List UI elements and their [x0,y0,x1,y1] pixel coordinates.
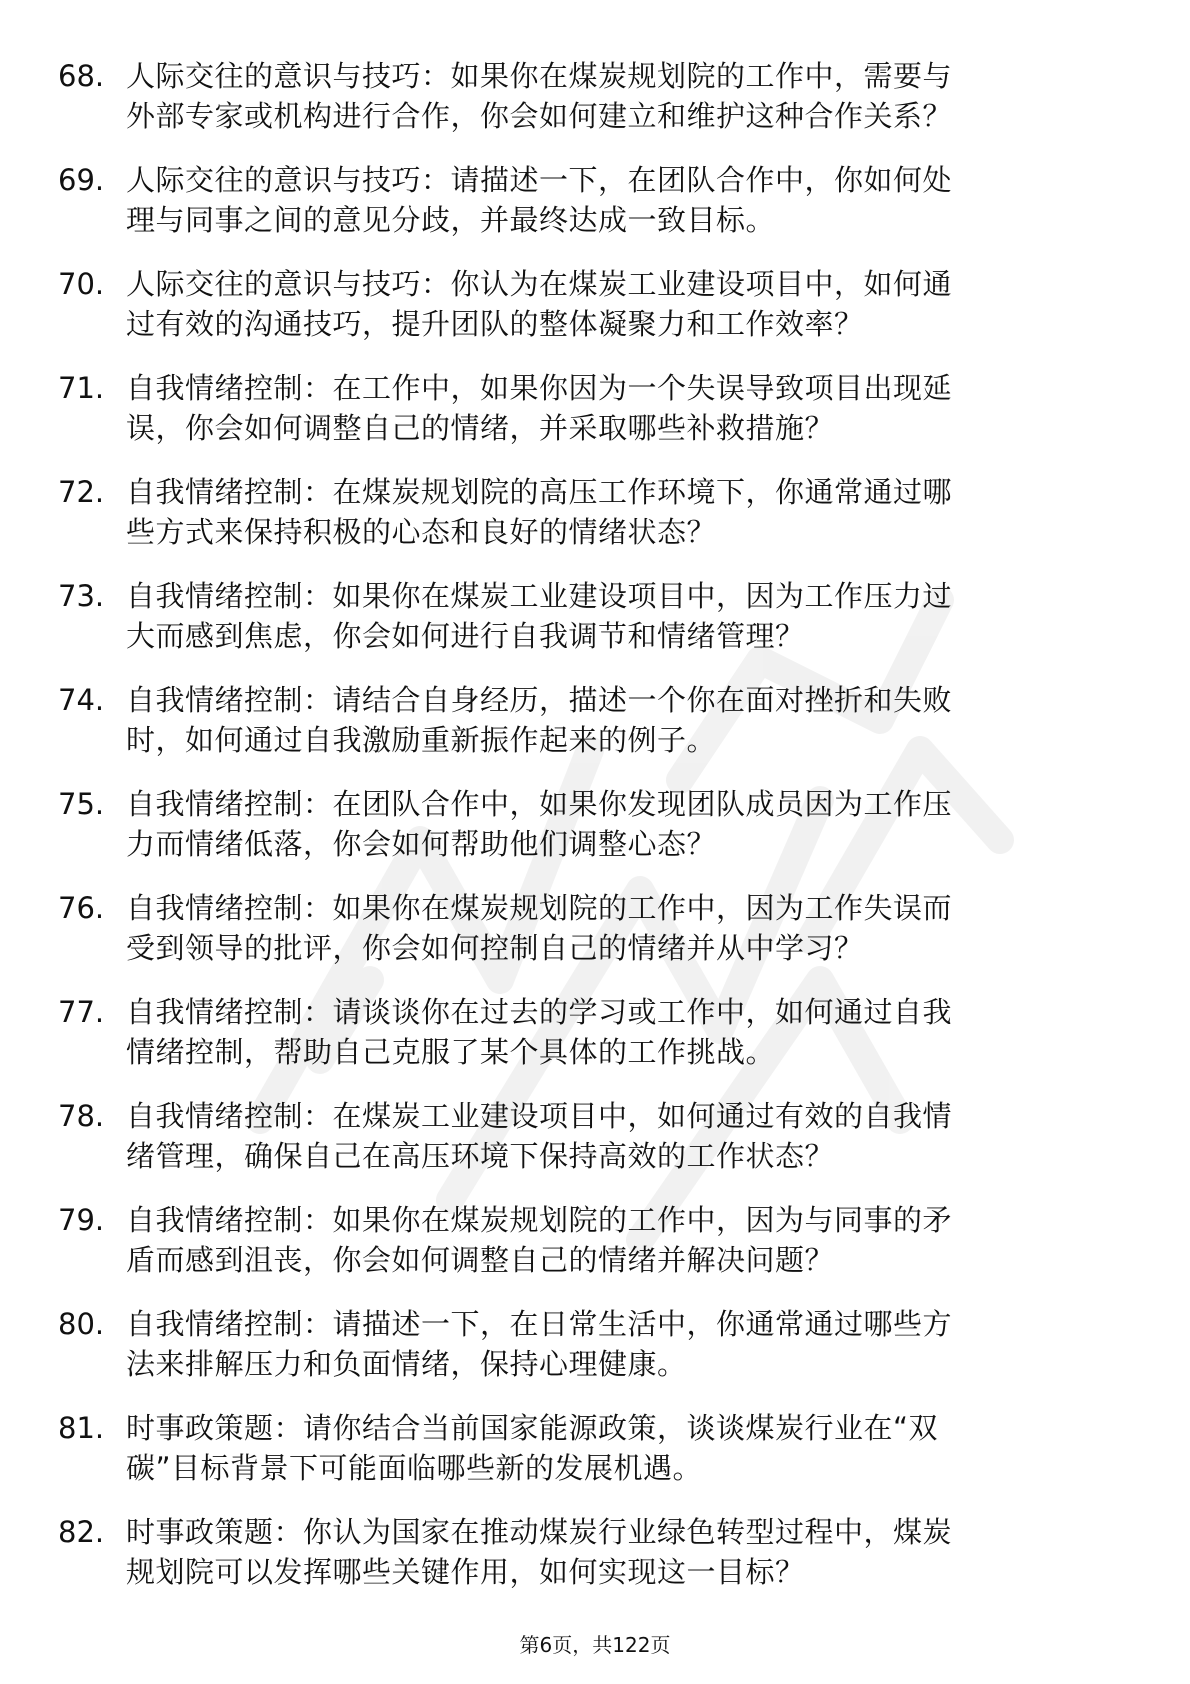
list-item [58,368,1138,472]
question-line-1: 自我情绪控制：在团队合作中，如果你发现团队成员因为工作压 [126,787,953,821]
question-line-1: 自我情绪控制：在工作中，如果你因为一个失误导致项目出现延 [126,371,953,405]
list-item [58,1200,1138,1304]
question-line-2: 碳”目标背景下可能面临哪些新的发展机遇。 [126,1451,703,1485]
question-text [126,472,1126,552]
question-line-2: 情绪控制，帮助自己克服了某个具体的工作挑战。 [126,1035,776,1069]
question-line-1: 人际交往的意识与技巧：如果你在煤炭规划院的工作中，需要与 [126,59,953,93]
list-item [58,784,1138,888]
question-number: 78. [58,1099,105,1133]
question-line-1: 人际交往的意识与技巧：你认为在煤炭工业建设项目中，如何通 [126,267,953,301]
question-number: 76. [58,891,105,925]
list-item [58,1096,1138,1200]
list-item [58,888,1138,992]
question-number: 69. [58,163,105,197]
list-item [58,160,1138,264]
question-line-1: 时事政策题：你认为国家在推动煤炭行业绿色转型过程中，煤炭 [126,1515,953,1549]
question-list [58,56,1138,1616]
question-line-2: 时，如何通过自我激励重新振作起来的例子。 [126,723,717,757]
question-text [126,264,1126,344]
question-line-2: 绪管理，确保自己在高压环境下保持高效的工作状态？ [126,1139,835,1173]
question-number: 79. [58,1203,105,1237]
question-line-2: 外部专家或机构进行合作，你会如何建立和维护这种合作关系？ [126,99,953,133]
question-line-2: 规划院可以发挥哪些关键作用，如何实现这一目标？ [126,1555,805,1589]
question-text [126,576,1126,656]
list-item [58,576,1138,680]
question-text [126,1512,1126,1592]
question-line-1: 自我情绪控制：请描述一下，在日常生活中，你通常通过哪些方 [126,1307,953,1341]
list-item [58,264,1138,368]
question-line-1: 自我情绪控制：在煤炭规划院的高压工作环境下，你通常通过哪 [126,475,953,509]
list-item [58,1408,1138,1512]
question-text [126,1304,1126,1384]
question-text [126,888,1126,968]
list-item [58,992,1138,1096]
question-number: 68. [58,59,105,93]
question-line-2: 大而感到焦虑，你会如何进行自我调节和情绪管理？ [126,619,805,653]
page-footer: 第6页，共122页 [519,1633,671,1657]
question-text [126,1200,1126,1280]
question-number: 82. [58,1515,105,1549]
list-item [58,472,1138,576]
question-line-1: 自我情绪控制：如果你在煤炭规划院的工作中，因为与同事的矛 [126,1203,953,1237]
question-line-2: 理与同事之间的意见分歧，并最终达成一致目标。 [126,203,776,237]
question-line-1: 自我情绪控制：请谈谈你在过去的学习或工作中，如何通过自我 [126,995,953,1029]
question-line-2: 过有效的沟通技巧，提升团队的整体凝聚力和工作效率？ [126,307,864,341]
question-number: 71. [58,371,105,405]
question-line-2: 力而情绪低落，你会如何帮助他们调整心态？ [126,827,717,861]
question-number: 74. [58,683,105,717]
question-number: 81. [58,1411,105,1445]
question-text [126,1408,1126,1488]
question-line-2: 些方式来保持积极的心态和良好的情绪状态？ [126,515,717,549]
question-text [126,784,1126,864]
list-item [58,680,1138,784]
question-text [126,368,1126,448]
question-line-2: 盾而感到沮丧，你会如何调整自己的情绪并解决问题？ [126,1243,835,1277]
question-number: 70. [58,267,105,301]
question-line-2: 受到领导的批评，你会如何控制自己的情绪并从中学习？ [126,931,864,965]
list-item [58,56,1138,160]
question-number: 80. [58,1307,105,1341]
question-text [126,160,1126,240]
question-line-1: 自我情绪控制：如果你在煤炭工业建设项目中，因为工作压力过 [126,579,953,613]
list-item [58,1304,1138,1408]
question-line-1: 自我情绪控制：如果你在煤炭规划院的工作中，因为工作失误而 [126,891,953,925]
question-line-1: 人际交往的意识与技巧：请描述一下，在团队合作中，你如何处 [126,163,953,197]
question-number: 72. [58,475,105,509]
question-line-2: 误，你会如何调整自己的情绪，并采取哪些补救措施？ [126,411,835,445]
question-line-2: 法来排解压力和负面情绪，保持心理健康。 [126,1347,687,1381]
question-text [126,992,1126,1072]
question-text [126,680,1126,760]
question-text [126,56,1126,136]
question-text [126,1096,1126,1176]
question-number: 73. [58,579,105,613]
question-number: 77. [58,995,105,1029]
question-line-1: 自我情绪控制：请结合自身经历，描述一个你在面对挫折和失败 [126,683,953,717]
question-line-1: 自我情绪控制：在煤炭工业建设项目中，如何通过有效的自我情 [126,1099,953,1133]
question-number: 75. [58,787,105,821]
question-line-1: 时事政策题：请你结合当前国家能源政策，谈谈煤炭行业在“双 [126,1411,939,1445]
list-item [58,1512,1138,1616]
